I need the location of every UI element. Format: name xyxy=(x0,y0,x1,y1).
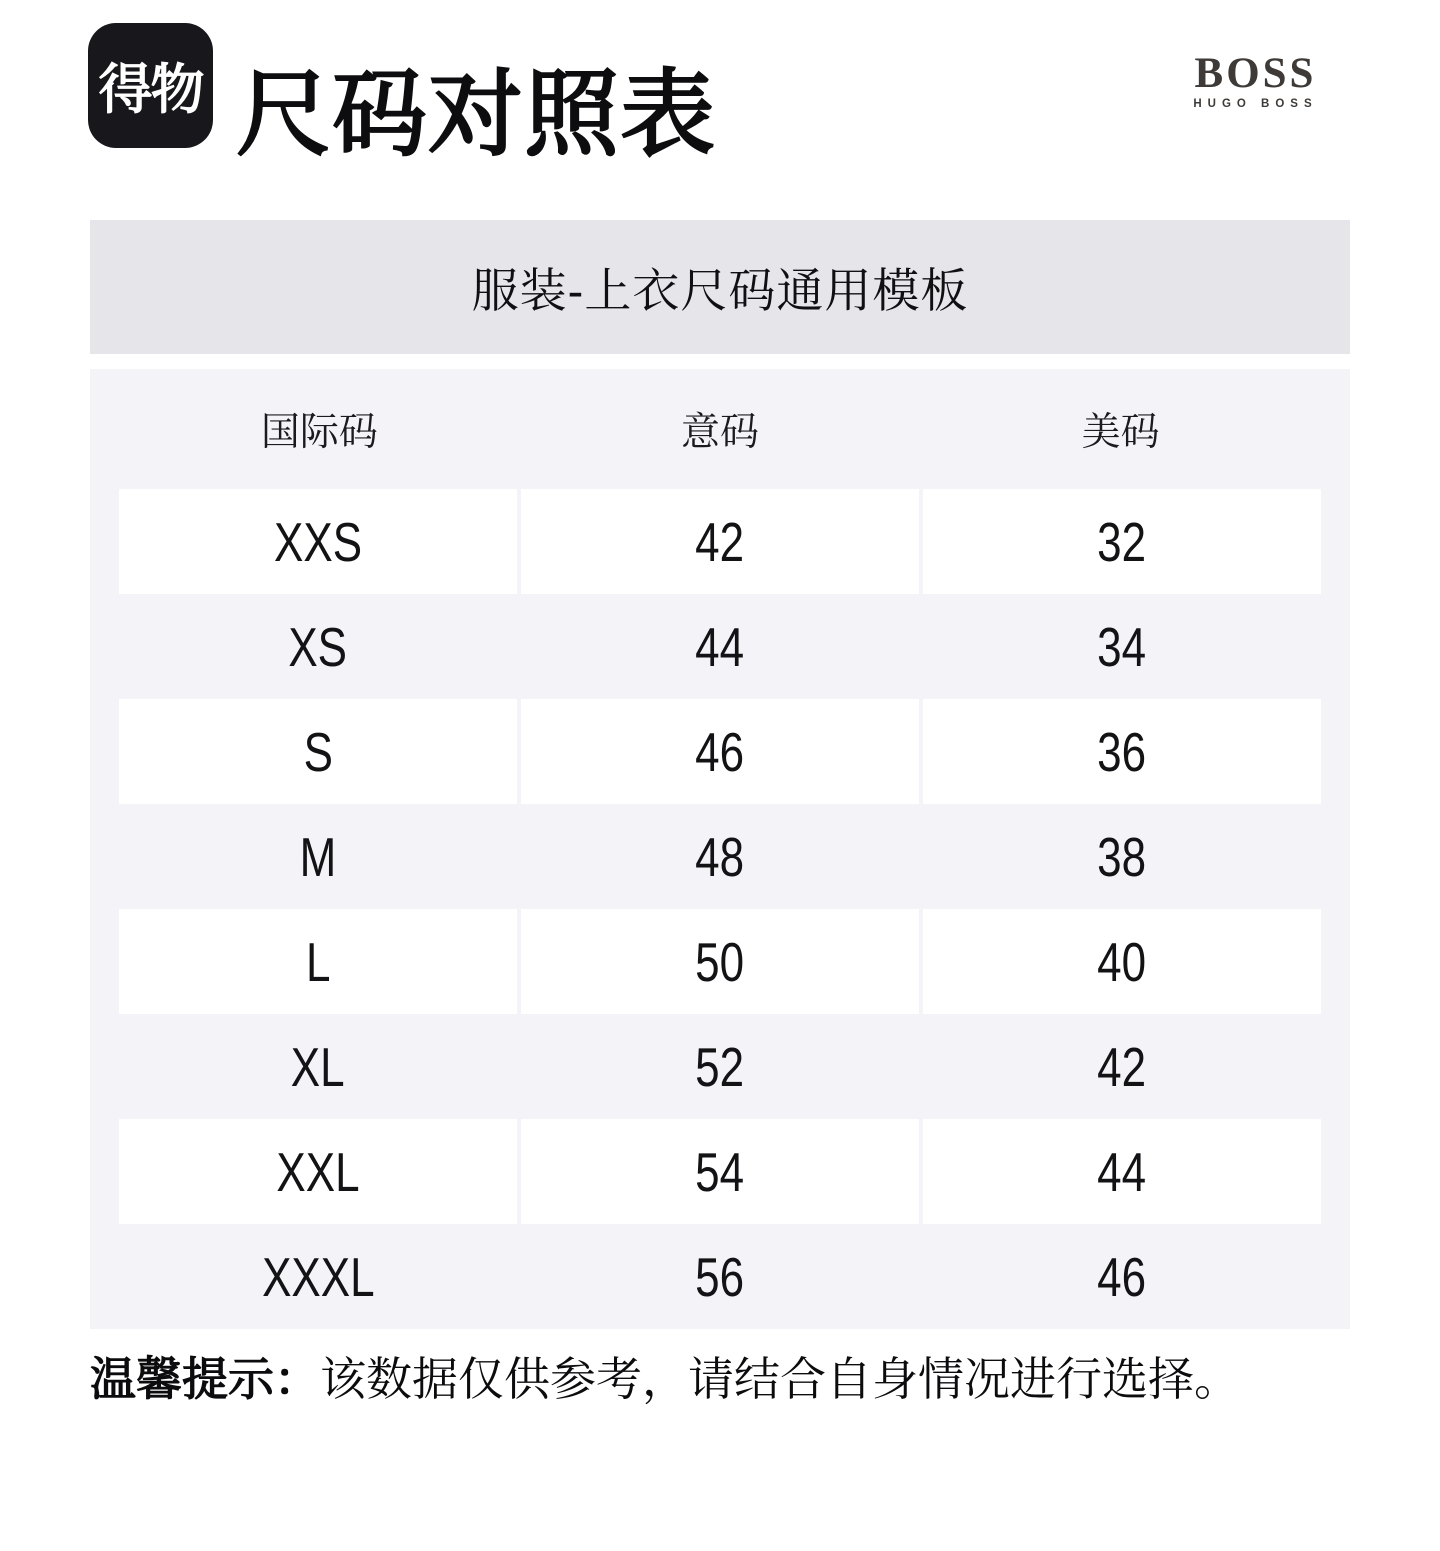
cell-us-size: 42 xyxy=(1097,1035,1147,1098)
column-header-us: 美码 xyxy=(1081,411,1160,454)
cell-intl-size: XXL xyxy=(119,1119,517,1224)
cell-us-size: 44 xyxy=(923,1119,1321,1224)
cell-it-size: 44 xyxy=(695,615,745,678)
cell-intl-size: XL xyxy=(291,1035,345,1098)
cell-it-size: 48 xyxy=(695,825,745,888)
table-row xyxy=(119,699,1321,804)
cell-it-size: 50 xyxy=(521,909,919,1014)
cell-intl-size: XS xyxy=(288,615,348,678)
cell-intl-size: XXXL xyxy=(261,1245,375,1308)
table-row xyxy=(119,489,1321,594)
boss-wordmark: BOSS xyxy=(1194,50,1317,97)
cell-us-size: 38 xyxy=(1097,825,1147,888)
footer-note-label: 温馨提示： xyxy=(90,1353,320,1405)
cell-intl-size: L xyxy=(119,909,517,1014)
column-header-it: 意码 xyxy=(681,411,760,454)
dewu-logo-text: 得物 xyxy=(98,60,203,120)
table-row xyxy=(119,804,1321,909)
hugo-boss-subtitle: HUGO BOSS xyxy=(1193,98,1318,110)
cell-it-size: 46 xyxy=(521,699,919,804)
table-row xyxy=(119,909,1321,1014)
cell-it-size: 56 xyxy=(695,1245,745,1308)
table-row xyxy=(119,1014,1321,1119)
page-title: 尺码对照表 xyxy=(236,62,717,168)
cell-intl-size: M xyxy=(299,825,337,888)
footer-note xyxy=(90,1350,1370,1408)
hugo-boss-logo xyxy=(1168,52,1343,111)
cell-us-size: 32 xyxy=(923,489,1321,594)
table-header-row xyxy=(119,369,1321,489)
cell-us-size: 36 xyxy=(923,699,1321,804)
cell-it-size: 54 xyxy=(521,1119,919,1224)
cell-it-size: 42 xyxy=(521,489,919,594)
table-row xyxy=(119,1119,1321,1224)
cell-intl-size: S xyxy=(119,699,517,804)
cell-us-size: 46 xyxy=(1097,1245,1147,1308)
template-banner xyxy=(90,220,1350,354)
cell-us-size: 40 xyxy=(923,909,1321,1014)
cell-it-size: 52 xyxy=(695,1035,745,1098)
column-header-intl: 国际码 xyxy=(260,411,378,454)
table-row xyxy=(119,1224,1321,1329)
table-row xyxy=(119,594,1321,699)
template-banner-title: 服装-上衣尺码通用模板 xyxy=(471,263,969,317)
footer-note-text: 该数据仅供参考，请结合自身情况进行选择。 xyxy=(320,1353,1240,1405)
cell-us-size: 34 xyxy=(1097,615,1147,678)
dewu-logo xyxy=(88,23,213,148)
size-table xyxy=(90,369,1350,1329)
cell-intl-size: XXS xyxy=(119,489,517,594)
